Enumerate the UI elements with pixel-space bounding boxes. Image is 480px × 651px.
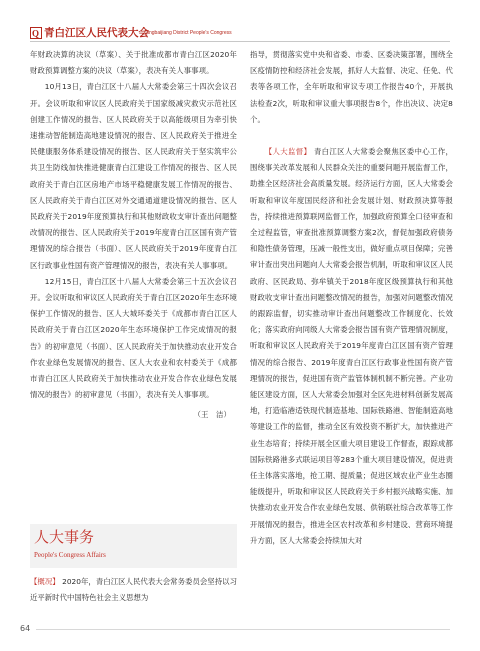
- paragraph: 10月13日，青白江区十八届人大常委会第三十四次会议召开。会议听取和审议区人民政府关于国家级减灾救灾示范社区创建工作情况的报告、区人民政府关于以高能级项目为牵引快速推动智能制造高地建设情况的报告、区人民政府关于推进全民健康服务体系建设情况的报告、区人民政府关于坚实筑牢公共卫生防线加快推进健康青白江建设工作情况的报告、区人民政府关于青白江区房地产市场平稳健康发展工作情况的报告、区人民政府关于青白江区对外交通通道建设情况的报告、区人民政府关于2019年度预算执行和其他财政收支审计查出问题整改情况的报告、区人民政府关于2019年度青白江区国有资产管理情况的综合报告（书面）、区人民政府关于2019年度青白江区行政事业性国有资产管理情况的报告，表决有关人事事项。: [30, 82, 237, 270]
- left-column: [30, 47, 237, 424]
- right-column: [250, 47, 453, 549]
- section-subtitle: People's Congress Affairs: [34, 551, 106, 559]
- supervision-text: 青白江区人大常委会聚焦区委中心工作，围绕事关改革发展和人民群众关注的重要问题开展监督工作，助推全区经济社会高质量发展。经济运行方面，区人大常委会听取和审议年度国民经济和社会发展计划、财政预决算等报告，持续推进预算联网监督工作，加强政府预算全口径审查和全过程监管，审查批准预算调整方案2次，督促加强政府债务和隐性债务管理，压减一般性支出，做好重点项目保障；完善审计查出突出问题向人大常委会报告机制，听取和审议区人民政府、区民政局、弥牟镇关于2018年度区级预算执行和其他财政收支审计查出问题整改情况的报告，加强对问题整改情况的跟踪监督，切实推动审计查出问题整改工作制度化、长效化；落实政府向同级人大常委会报告国有资产管理情况制度，听取和审议区人民政府关于2019年度青白江区国有资产管理情况的综合报告、2019年度青白江区行政事业性国有资产管理情况的报告，促进国有资产监管体制机制不断完善。产业功能区建设方面，区人大常委会加强对全区先进材料创新发展高地，打造临港适铁现代制造基地、国际铁路港、智能制造高地等建设工作的监督，推动全区有效投资不断扩大，加快推进产业生态培育；持续开展全区重大项目建设工作督查，跟踪成都国际铁路港多式联运项目等283个重大项目建设情况，促进责任主体落实落地，抢工期、提质量；促进区域农业产业生态圈能级提升，听取和审议区人民政府关于乡村振兴战略实施、加快推动农业开发合作农业绿色发展、供销联社综合改革等工作开展情况的报告，推进全区农村改革和乡村建设、营商环境提升方面，区人大常委会持续加大对: [250, 147, 453, 545]
- overview-text: 2020年，青白江区人民代表大会常务委员会坚持以习近平新时代中国特色社会主义思想为: [30, 577, 237, 603]
- congress-emblem-icon: [30, 27, 42, 39]
- header-title: 青白江区人民代表大会: [44, 27, 149, 39]
- page-number: 64: [20, 624, 31, 633]
- header-divider: [30, 41, 450, 42]
- footer-divider: [36, 629, 450, 630]
- supervision-tag: 【人大监督】: [264, 147, 312, 157]
- section-header: [30, 524, 237, 568]
- paragraph: [250, 144, 453, 549]
- section-title: 人大事务: [34, 528, 95, 546]
- paragraph: 年财政决算的决议（草案）、关于批准成都市青白江区2020年财政预算调整方案的决议（草案），表决有关人事事项。: [30, 50, 237, 76]
- page-header: [0, 0, 480, 40]
- author-signature: （王 洁）: [193, 410, 231, 420]
- header-subtitle: Qingbaijiang District People's Congress: [144, 30, 232, 36]
- paragraph: 指导，贯彻落实党中央和省委、市委、区委决策部署，围绕全区疫情防控和经济社会发展，抓好人大监督、决定、任免、代表等各项工作，全年听取和审议专项工作报告40个，开展执法检查2次，听取和审议重大事项报告8个，作出决议、决定8个。: [250, 50, 453, 124]
- section-body: [30, 574, 237, 606]
- paragraph: 12月15日，青白江区十八届人大常委会第三十五次会议召开。会议听取和审议区人民政府关于青白江区2020年生态环境保护工作情况的报告、区人大城环委关于《成都市青白江区人民政府关于青白江区2020年生态环境保护工作完成情况的报告》的初审意见（书面）、区人民政府关于加快推动农业开发合作农业绿色发展情况的报告、区人大农业和农村委关于《成都市青白江区人民政府关于加快推动农业开发合作农业绿色发展情况的报告》的初审意见（书面），表决有关人事事项。: [30, 276, 237, 400]
- overview-tag: 【概况】: [30, 577, 60, 586]
- svg-text:Q: Q: [32, 28, 40, 39]
